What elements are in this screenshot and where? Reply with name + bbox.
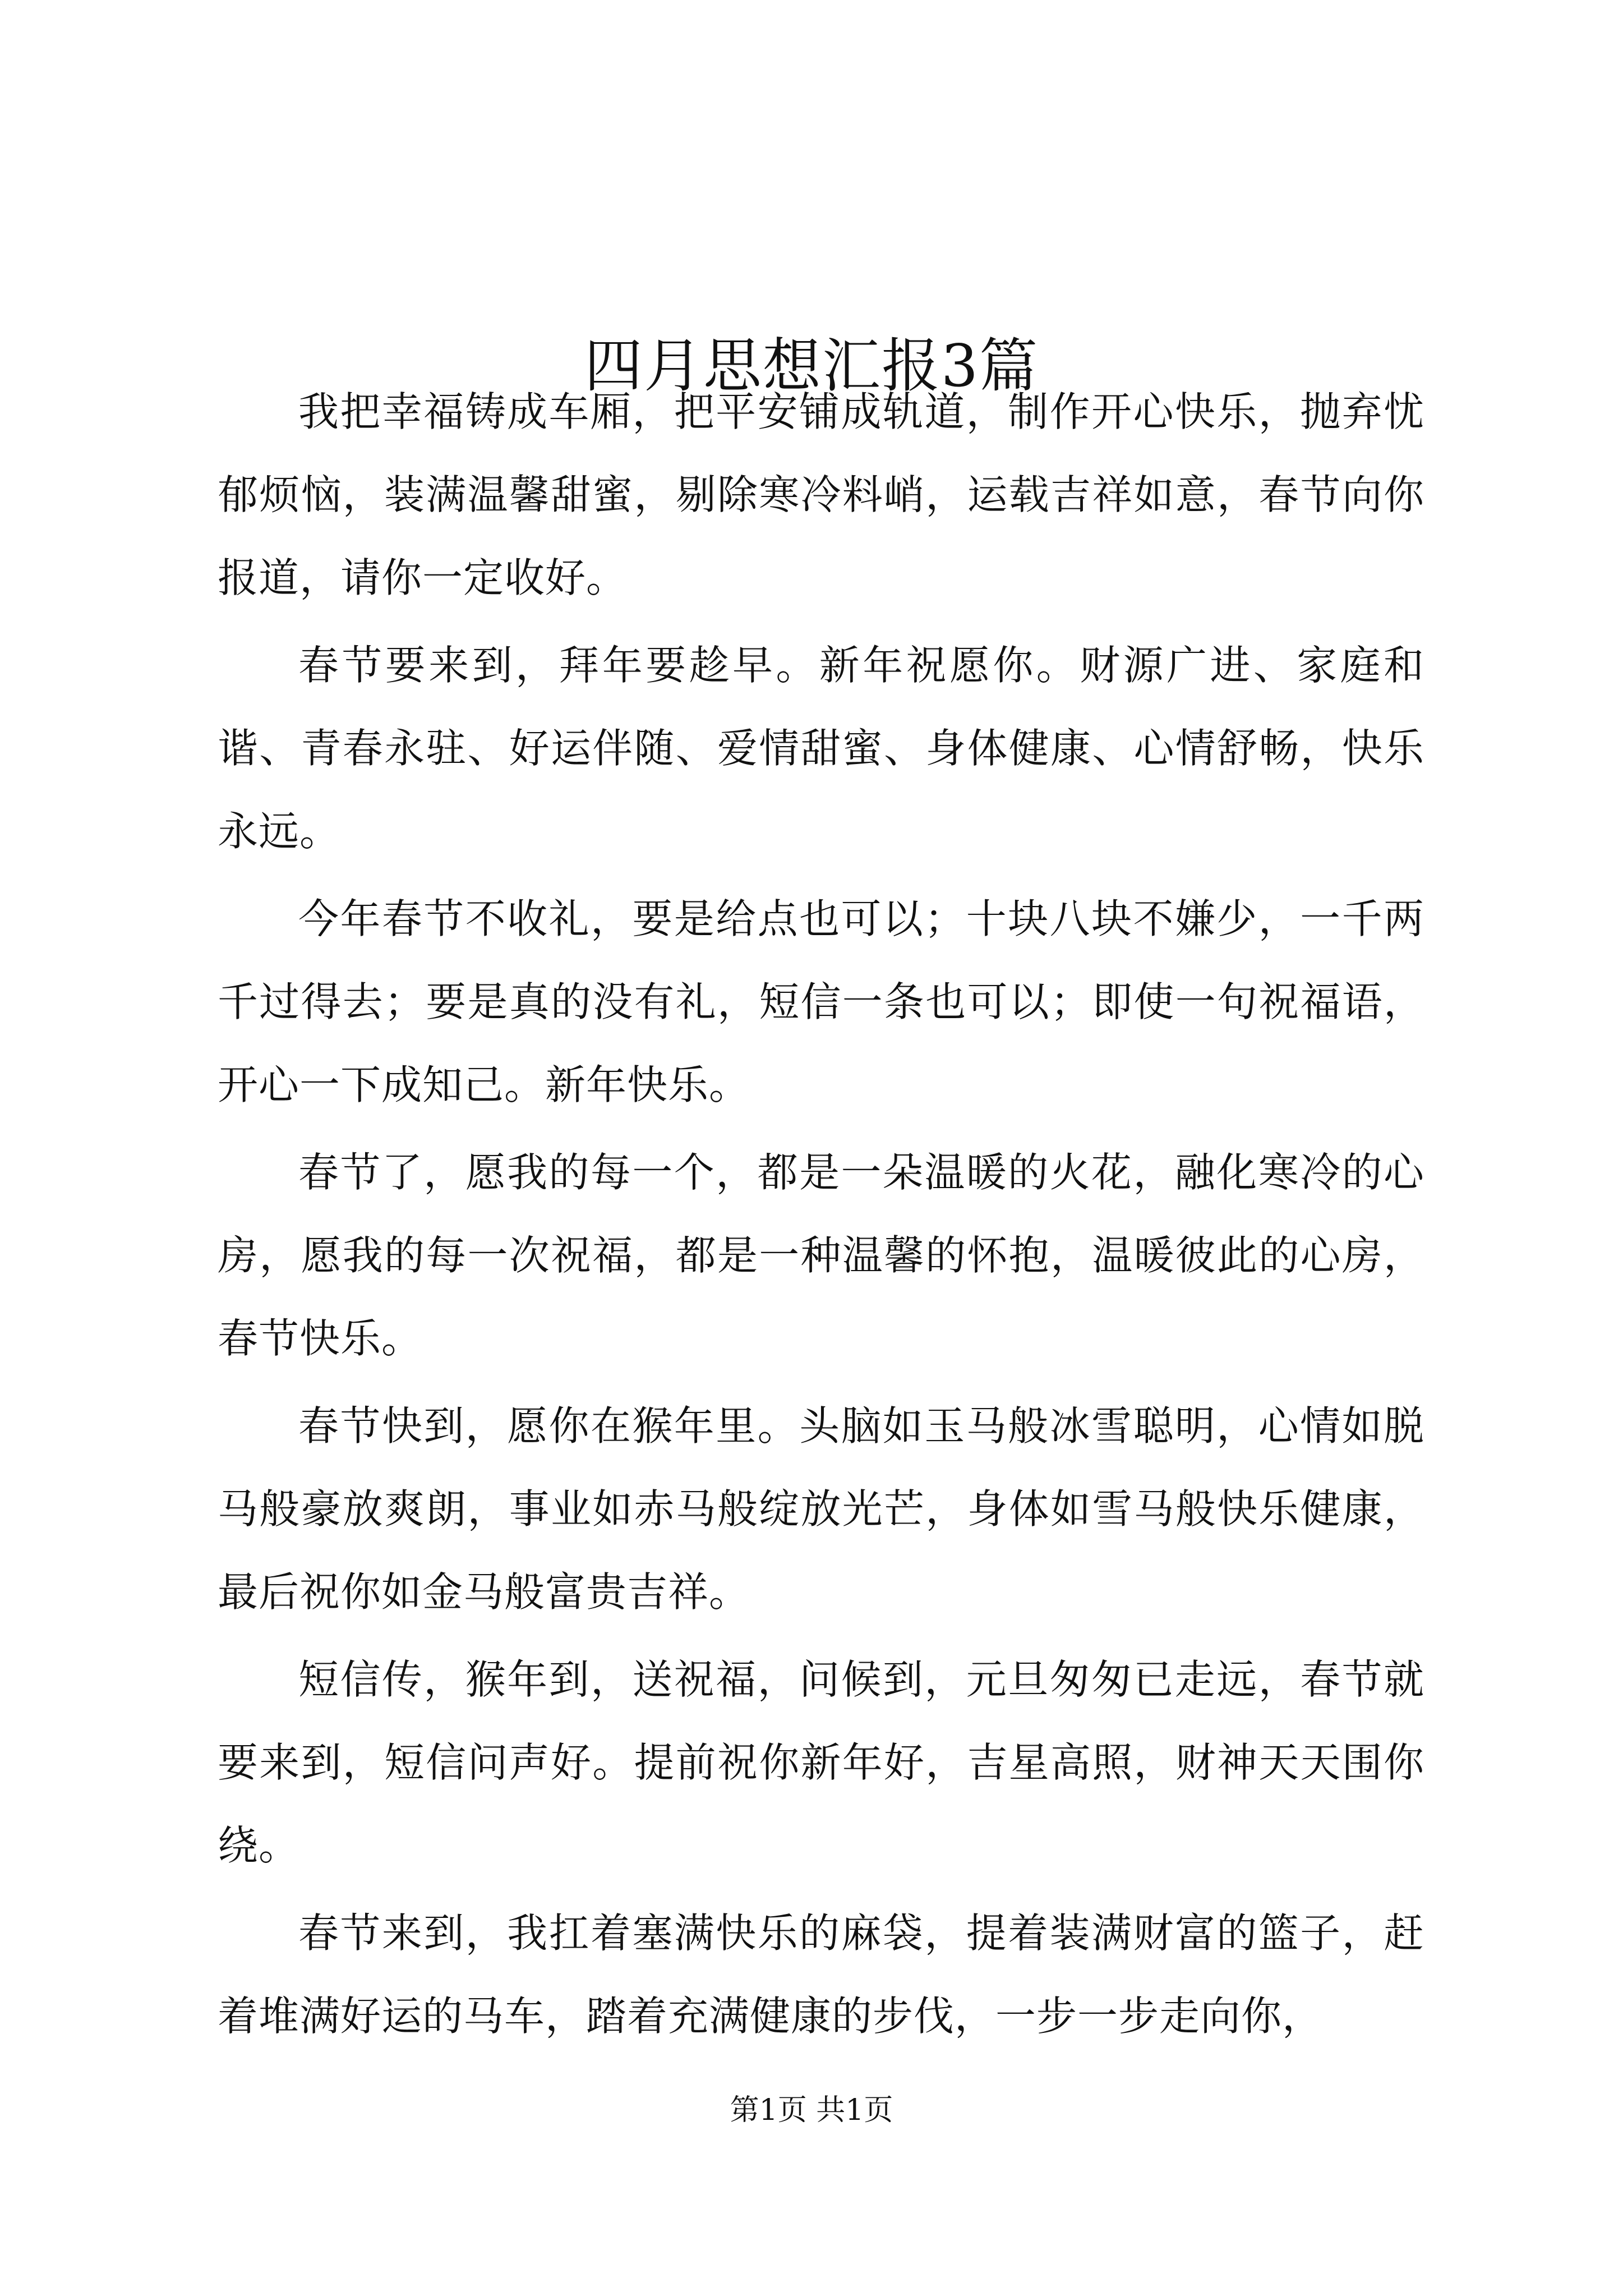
paragraph-3: 今年春节不收礼，要是给点也可以；十块八块不嫌少，一千两千过得去；要是真的没有礼，短信一条也可以；即使一句祝福语，开心一下成知己。新年快乐。 [218, 895, 1424, 1108]
paragraph-6: 短信传，猴年到，送祝福，问候到，元旦匆匆已走远，春节就要来到，短信问声好。提前祝你新年好，吉星高照，财神天天围你绕。 [218, 1656, 1424, 1869]
paragraph-5: 春节快到，愿你在猴年里。头脑如玉马般冰雪聪明，心情如脱马般豪放爽朗，事业如赤马般绽放光芒，身体如雪马般快乐健康，最后祝你如金马般富贵吉祥。 [218, 1402, 1424, 1616]
paragraph-2: 春节要来到，拜年要趁早。新年祝愿你。财源广进、家庭和谐、青春永驻、好运伴随、爱情甜蜜、身体健康、心情舒畅，快乐永远。 [218, 642, 1424, 855]
document-title: 四月思想汇报3篇 [584, 331, 1039, 400]
page-footer: 第1页 共1页 [730, 2093, 893, 2127]
document-body [218, 370, 1424, 2058]
paragraph-7: 春节来到，我扛着塞满快乐的麻袋，提着装满财富的篮子，赶着堆满好运的马车，踏着充满健康的步伐，一步一步走向你， [218, 1910, 1424, 2040]
paragraph-4: 春节了，愿我的每一个，都是一朵温暖的火花，融化寒冷的心房，愿我的每一次祝福，都是一种温馨的怀抱，温暖彼此的心房，春节快乐。 [218, 1149, 1424, 1362]
paragraph-1: 我把幸福铸成车厢，把平安铺成轨道，制作开心快乐，抛弃忧郁烦恼，装满温馨甜蜜，剔除寒冷料峭，运载吉祥如意，春节向你报道，请你一定收好。 [218, 388, 1424, 601]
